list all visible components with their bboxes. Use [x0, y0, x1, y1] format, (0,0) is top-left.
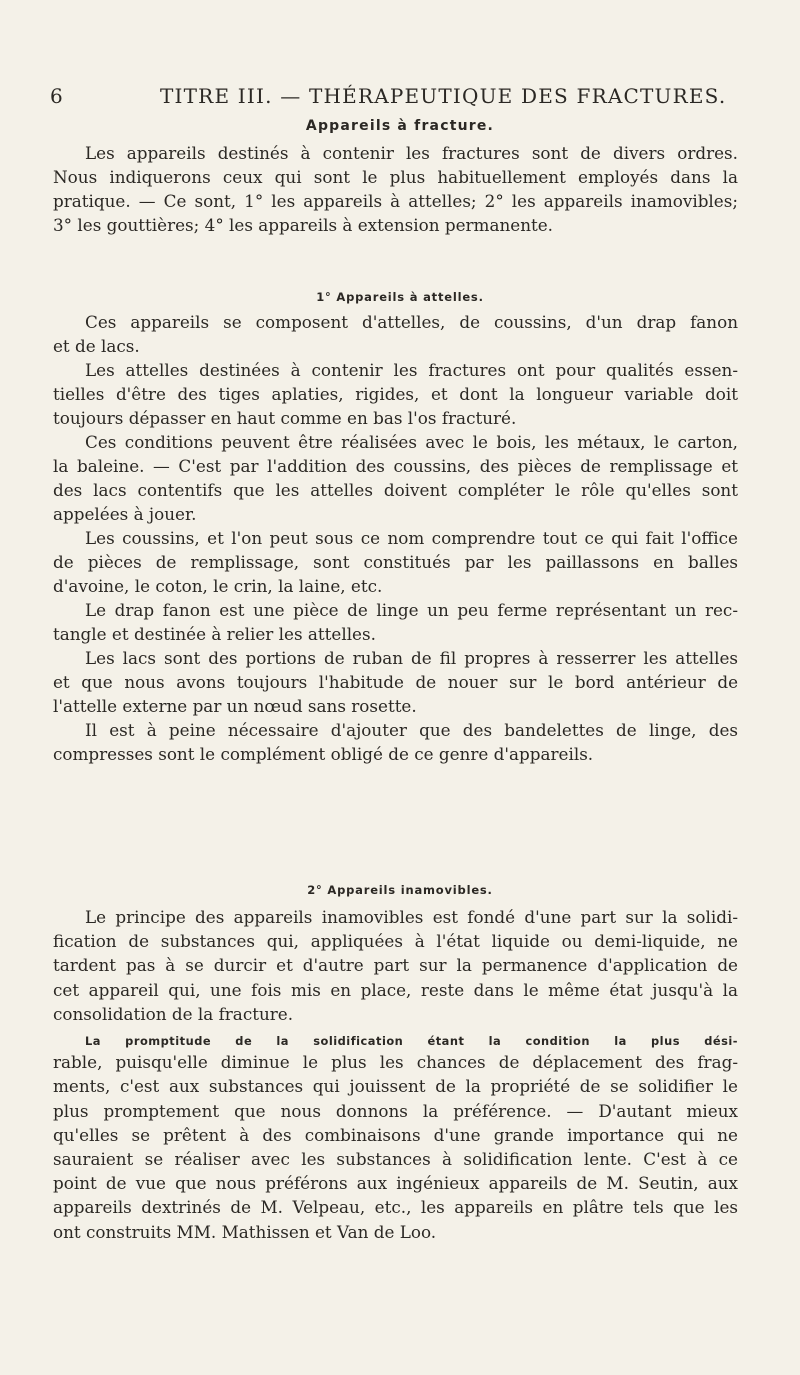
subsection-title-inamovibles: 2° Appareils inamovibles. [307, 883, 493, 897]
text-line: tangle et destinée à relier les attelles. [53, 624, 376, 644]
text-line: de pièces de remplissage, sont constitués par les paillassons en balles [53, 552, 738, 572]
intro-line: pratique. — Ce sont, 1° les appareils à attelles; 2° les appareils inamovibles; [53, 191, 738, 211]
text-line: tielles d'être des tiges aplaties, rigides, et dont la longueur variable doit [53, 384, 738, 404]
text-line: Les attelles destinées à contenir les fractures ont pour qualités essen- [85, 360, 738, 380]
running-title: TITRE III. — THÉRAPEUTIQUE DES FRACTURES. [160, 84, 727, 108]
text-line: appelées à jouer. [53, 504, 197, 524]
text-line: rable, puisqu'elle diminue le plus les chances de déplacement des frag- [53, 1052, 738, 1073]
text-line: Ces appareils se composent d'attelles, de coussins, d'un drap fanon [85, 312, 738, 332]
intro-line: 3° les gouttières; 4° les appareils à extension permanente. [53, 215, 554, 235]
text-line: la baleine. — C'est par l'addition des coussins, des pièces de remplissage et [53, 456, 738, 476]
emphasis-line: La promptitude de la solidification étant la condition la plus dési- [85, 1034, 738, 1048]
intro-line: Nous indiquerons ceux qui sont le plus habituellement employés dans la [53, 167, 738, 187]
text-line: Le drap fanon est une pièce de linge un peu ferme représentant un rec- [85, 600, 738, 620]
text-line: point de vue que nous préférons aux ingénieux appareils de M. Seutin, aux [53, 1173, 738, 1194]
section-title: Appareils à fracture. [305, 118, 495, 134]
text-line: d'avoine, le coton, le crin, la laine, etc. [53, 576, 383, 596]
text-line: ments, c'est aux substances qui jouissent de la propriété de se solidifier le [53, 1076, 738, 1097]
text-line: Ces conditions peuvent être réalisées avec le bois, les métaux, le carton, [85, 432, 738, 452]
text-line: tardent pas à se durcir et d'autre part sur la permanence d'application de [53, 955, 738, 976]
intro-line: Les appareils destinés à contenir les fractures sont de divers ordres. [85, 143, 738, 163]
subsection-title-attelles: 1° Appareils à attelles. [316, 290, 484, 304]
text-line: et que nous avons toujours l'habitude de nouer sur le bord antérieur de [53, 672, 738, 692]
text-line: appareils dextrinés de M. Velpeau, etc., les appareils en plâtre tels que les [53, 1197, 738, 1218]
text-line: fication de substances qui, appliquées à l'état liquide ou demi-liquide, ne [53, 931, 738, 952]
page-header [50, 84, 730, 110]
text-line: qu'elles se prêtent à des combinaisons d'une grande importance qui ne [53, 1124, 738, 1145]
text-line: Les lacs sont des portions de ruban de fil propres à resserrer les attelles [85, 648, 738, 668]
text-line: des lacs contentifs que les attelles doivent compléter le rôle qu'elles sont [53, 480, 738, 500]
text-line: Les coussins, et l'on peut sous ce nom comprendre tout ce qui fait l'office [85, 528, 738, 548]
text-line: et de lacs. [53, 336, 140, 356]
text-line: l'attelle externe par un nœud sans rosette. [53, 696, 417, 716]
text-line: cet appareil qui, une fois mis en place, reste dans le même état jusqu'à la [53, 979, 738, 1000]
text-line: ont construits MM. Mathissen et Van de Loo. [53, 1221, 437, 1242]
text-line: sauraient se réaliser avec les substances à solidification lente. C'est à ce [53, 1149, 738, 1169]
text-line: Le principe des appareils inamovibles est fondé d'une part sur la solidi- [85, 907, 738, 927]
text-line: consolidation de la fracture. [53, 1003, 294, 1024]
text-line: compresses sont le complément obligé de ce genre d'appareils. [53, 744, 594, 764]
text-line: toujours dépasser en haut comme en bas l'os fracturé. [53, 408, 517, 428]
text-line: Il est à peine nécessaire d'ajouter que des bandelettes de linge, des [85, 720, 738, 740]
text-line: plus promptement que nous donnons la préférence. — D'autant mieux [53, 1100, 738, 1121]
page-number: 6 [50, 84, 64, 108]
